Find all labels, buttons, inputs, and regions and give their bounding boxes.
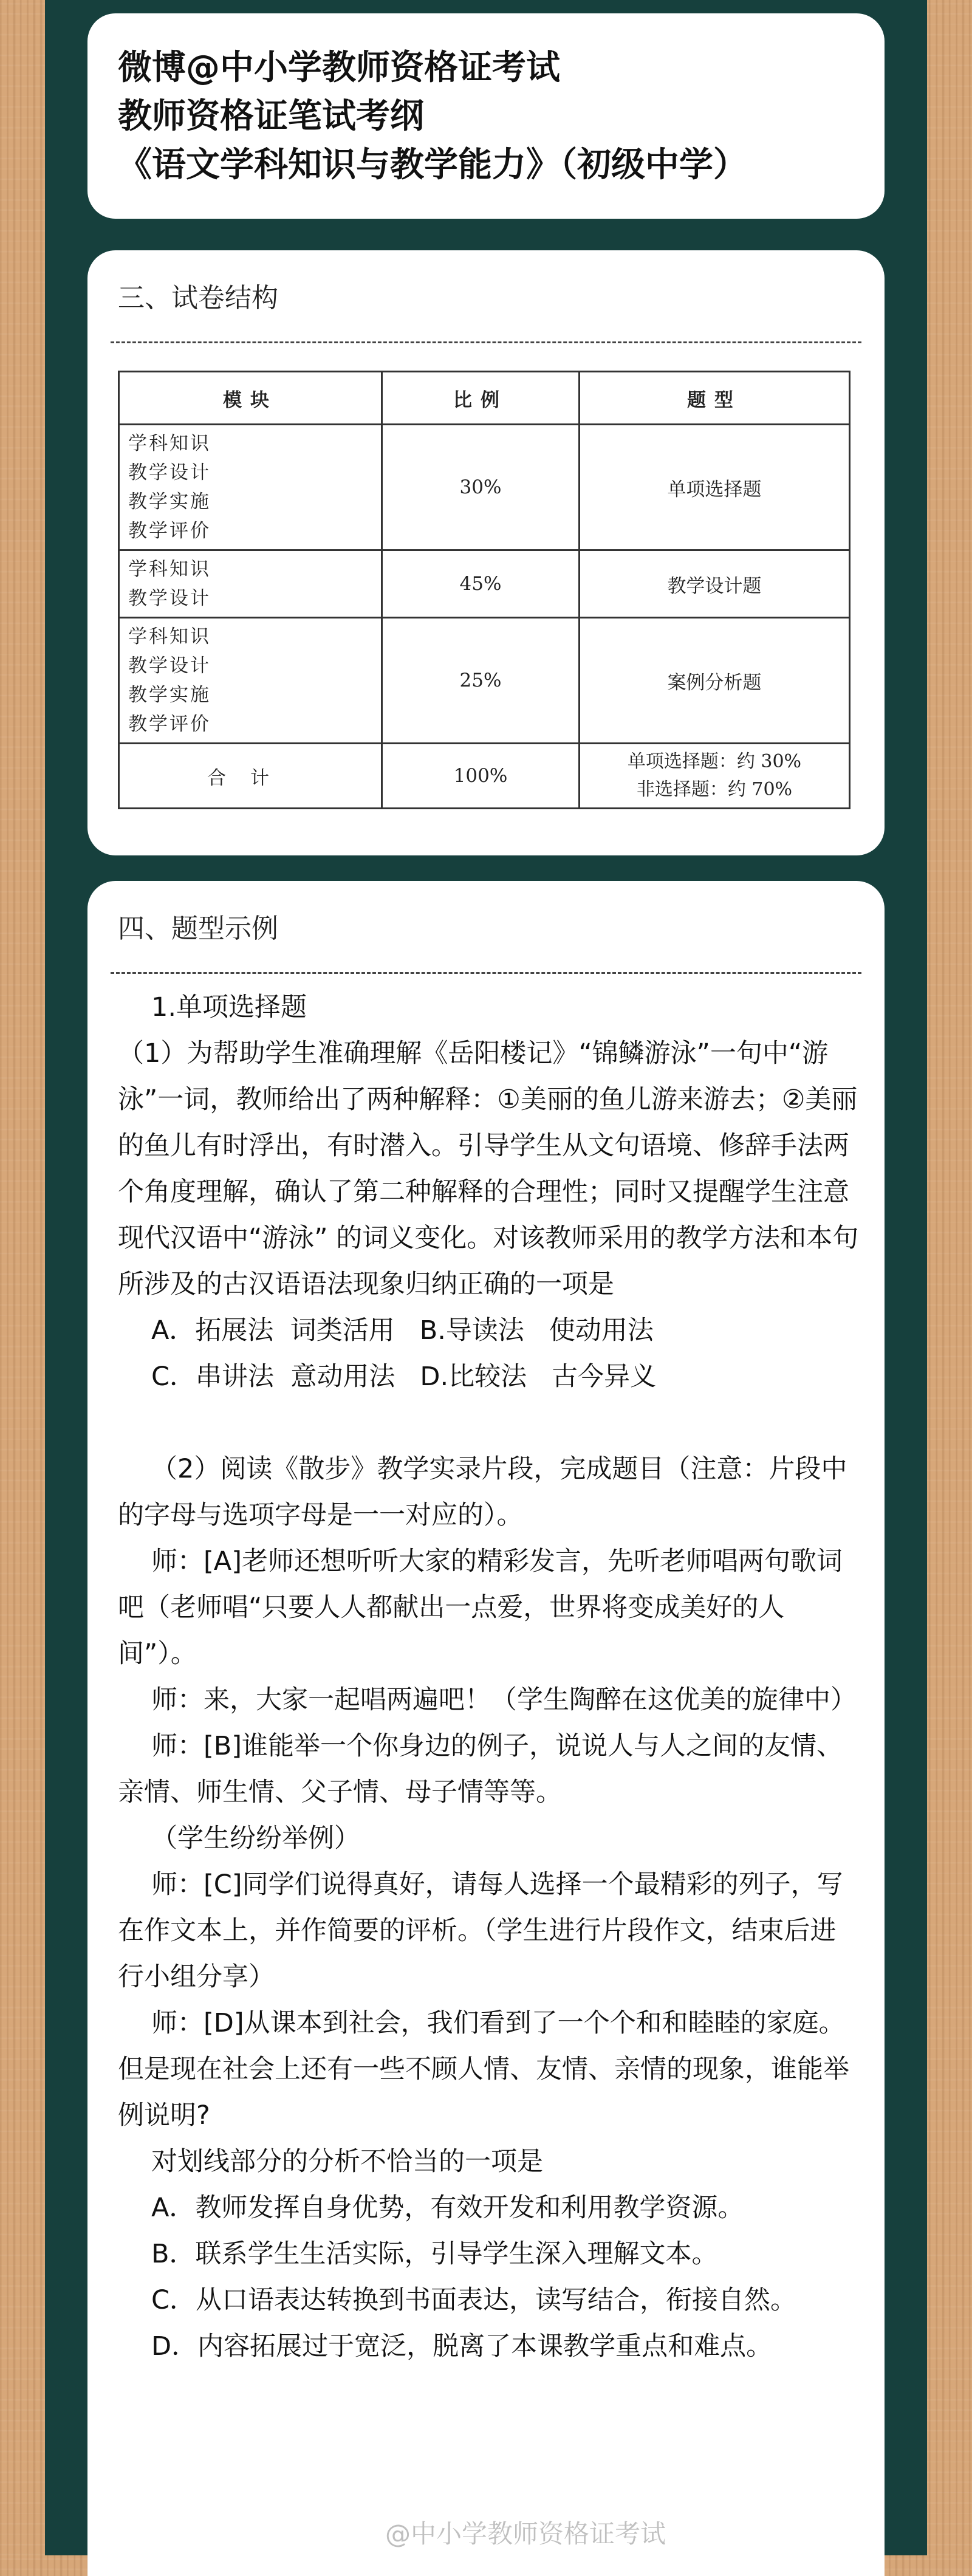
question-type-heading: 1.单项选择题 [151, 992, 307, 1023]
option-line: A．拓展法 词类活用 B.导读法 使动用法 [151, 1315, 654, 1346]
table-row [119, 550, 850, 618]
module-item: 教学评价 [128, 520, 211, 542]
question-prompt: 对划线部分的分析不恰当的一项是 [151, 2146, 543, 2177]
module-item: 教学实施 [128, 491, 211, 513]
option-line: A．教师发挥自身优势，有效开发和利用教学资源。 [151, 2193, 744, 2223]
question-stem: （1）为帮助学生准确理解《岳阳楼记》“锦鳞游泳”一句中“游泳”一词，教师给出了两种解释：①美丽的鱼儿游来游去；②美丽的鱼儿有时浮出，有时潜入。引导学生从文句语境、修辞手法两个角度理解，确认了第二种解释的合理性；同时又提醒学生注意现代汉语中“游泳” 的词义变化。对该教师采用的教学方法和本句所涉及的古汉语语法现象归纳正确的一项是 [118, 1038, 859, 1300]
module-item: 教学实施 [128, 684, 211, 706]
ratio-cell: 25% [382, 618, 580, 744]
option-line: D．内容拓展过于宽泛，脱离了本课教学重点和难点。 [151, 2331, 773, 2362]
dialogue-line: （学生纷纷举例） [151, 1823, 360, 1854]
column-header: 模块 [119, 372, 382, 425]
module-item: 教学设计 [128, 655, 211, 677]
type-cell: 案例分析题 [579, 618, 849, 744]
dialogue-line: 师：来，大家一起唱两遍吧！（学生陶醉在这优美的旋律中） [151, 1685, 857, 1715]
module-item: 教学评价 [128, 713, 211, 735]
weibo-watermark: @中小学教师资格证考试 [385, 2519, 666, 2549]
dialogue-line: 师：[A]老师还想听听大家的精彩发言，先听老师唱两句歌词吧（老师唱“只要人人都献出一点爱，世界将变成美好的人间”）。 [118, 1546, 843, 1669]
green-board [45, 0, 927, 2555]
module-item: 学科知识 [128, 558, 211, 580]
blank-line [118, 1400, 859, 1446]
dashed-divider [111, 972, 861, 974]
title-line-3: 《语文学科知识与教学能力》（初级中学） [118, 145, 747, 185]
question-stem: （2）阅读《散步》教学实录片段，完成题目（注意：片段中的字母与选项字母是一一对应的）。 [118, 1454, 847, 1530]
table-header-row [119, 372, 850, 425]
title-line-1: 微博@中小学教师资格证考试 [118, 48, 560, 87]
ratio-cell: 45% [382, 550, 580, 618]
total-types [579, 744, 849, 809]
column-header: 比例 [382, 372, 580, 425]
module-item: 教学设计 [128, 462, 211, 484]
module-cell [119, 425, 382, 550]
dashed-divider [111, 341, 861, 343]
column-header: 题型 [579, 372, 849, 425]
option-line: B．联系学生生活实际，引导学生深入理解文本。 [151, 2239, 718, 2269]
option-line: C．从口语表达转换到书面表达，读写结合，衔接自然。 [151, 2285, 797, 2315]
total-ratio: 100% [382, 744, 580, 809]
dialogue-line: 师：[C]同学们说得真好，请每人选择一个最精彩的列子，写在作文本上，并作简要的评析。（学生进行片段作文，结束后进行小组分享） [118, 1869, 843, 1992]
examples-heading: 四、题型示例 [118, 913, 278, 944]
title-card [87, 13, 885, 219]
structure-card [87, 250, 885, 855]
examples-body [118, 984, 859, 2369]
dialogue-line: 师：[D]从课本到社会，我们看到了一个个和和睦睦的家庭。但是现在社会上还有一些不顾人情、友情、亲情的现象，谁能举例说明? [118, 2008, 849, 2131]
total-type-line: 单项选择题：约 30% [627, 751, 802, 772]
module-item: 学科知识 [128, 433, 211, 454]
type-cell: 单项选择题 [579, 425, 849, 550]
structure-heading: 三、试卷结构 [118, 283, 278, 313]
option-line: C．串讲法 意动用法 D.比较法 古今异义 [151, 1362, 657, 1392]
exam-structure-table [118, 371, 850, 809]
module-item: 教学设计 [128, 587, 211, 609]
examples-card [87, 881, 885, 2576]
ratio-cell: 30% [382, 425, 580, 550]
table-row [119, 618, 850, 744]
table-total-row [119, 744, 850, 809]
title-line-2: 教师资格证笔试考纲 [118, 97, 424, 136]
total-type-line: 非选择题：约 70% [636, 779, 793, 800]
type-cell: 教学设计题 [579, 550, 849, 618]
dialogue-line: 师：[B]谁能举一个你身边的例子，说说人与人之间的友情、亲情、师生情、父子情、母子情等等。 [118, 1731, 843, 1807]
total-label: 合计 [119, 744, 382, 809]
module-cell [119, 550, 382, 618]
module-cell [119, 618, 382, 744]
module-item: 学科知识 [128, 626, 211, 648]
table-row [119, 425, 850, 550]
document-title [118, 44, 860, 190]
